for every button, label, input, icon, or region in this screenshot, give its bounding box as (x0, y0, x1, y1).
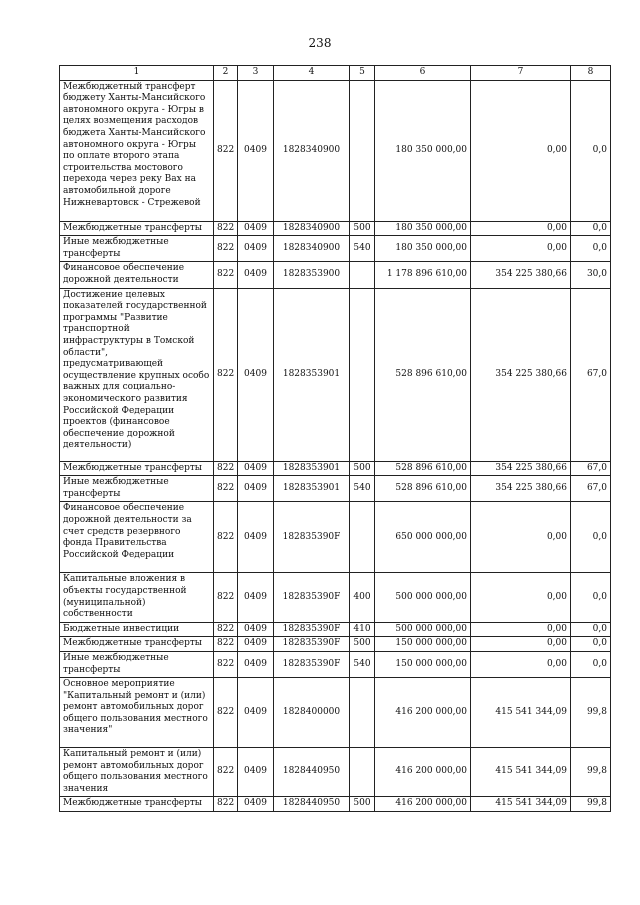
expense-type-cell (350, 262, 375, 288)
expense-type-cell (350, 678, 375, 748)
planned-amount-cell: 500 000 000,00 (375, 622, 471, 637)
percent-cell: 0,0 (571, 651, 611, 677)
page-number: 238 (308, 36, 332, 50)
admin-code-cell: 822 (214, 637, 238, 652)
percent-cell: 67,0 (571, 288, 611, 461)
table-row (60, 622, 611, 637)
admin-code-cell: 822 (214, 797, 238, 812)
name-cell: Межбюджетные трансферты (60, 461, 214, 476)
percent-cell: 0,0 (571, 236, 611, 262)
target-code-cell: 1828340900 (274, 80, 350, 221)
header-cell: 2 (214, 66, 238, 81)
admin-code-cell: 822 (214, 262, 238, 288)
target-code-cell: 182835390F (274, 622, 350, 637)
table-row (60, 573, 611, 622)
planned-amount-cell: 650 000 000,00 (375, 502, 471, 573)
table-row (60, 288, 611, 461)
table-row (60, 262, 611, 288)
target-code-cell: 1828440950 (274, 748, 350, 797)
executed-amount-cell: 0,00 (471, 651, 571, 677)
expense-type-cell: 540 (350, 476, 375, 502)
budget-table (59, 65, 611, 812)
expense-type-cell: 500 (350, 461, 375, 476)
target-code-cell: 1828353901 (274, 461, 350, 476)
target-code-cell: 1828353900 (274, 262, 350, 288)
planned-amount-cell: 180 350 000,00 (375, 80, 471, 221)
planned-amount-cell: 150 000 000,00 (375, 637, 471, 652)
target-code-cell: 182835390F (274, 502, 350, 573)
admin-code-cell: 822 (214, 678, 238, 748)
percent-cell: 0,0 (571, 80, 611, 221)
name-cell: Межбюджетный трансферт бюджету Ханты-Мансийского автономного округа - Югры в целях возмещения расходов бюджета Ханты-Мансийского автономного округа - Югры по оплате второго этапа строительства мостового перехода через реку Вах на автомобильной дороге Нижневартовск - Стрежевой (60, 80, 214, 221)
planned-amount-cell: 150 000 000,00 (375, 651, 471, 677)
percent-cell: 0,0 (571, 622, 611, 637)
admin-code-cell: 822 (214, 622, 238, 637)
executed-amount-cell: 354 225 380,66 (471, 288, 571, 461)
table-row (60, 651, 611, 677)
percent-cell: 0,0 (571, 502, 611, 573)
section-code-cell: 0409 (238, 637, 274, 652)
table-row (60, 80, 611, 221)
planned-amount-cell: 528 896 610,00 (375, 476, 471, 502)
expense-type-cell: 400 (350, 573, 375, 622)
name-cell: Финансовое обеспечение дорожной деятельности (60, 262, 214, 288)
percent-cell: 0,0 (571, 637, 611, 652)
table-row (60, 748, 611, 797)
admin-code-cell: 822 (214, 502, 238, 573)
percent-cell: 67,0 (571, 476, 611, 502)
executed-amount-cell: 0,00 (471, 622, 571, 637)
executed-amount-cell: 415 541 344,09 (471, 748, 571, 797)
section-code-cell: 0409 (238, 748, 274, 797)
percent-cell: 0,0 (571, 573, 611, 622)
name-cell: Финансовое обеспечение дорожной деятельности за счет средств резервного фонда Правительства Российской Федерации (60, 502, 214, 573)
executed-amount-cell: 354 225 380,66 (471, 262, 571, 288)
percent-cell: 99,8 (571, 678, 611, 748)
section-code-cell: 0409 (238, 221, 274, 236)
target-code-cell: 1828440950 (274, 797, 350, 812)
header-cell: 5 (350, 66, 375, 81)
planned-amount-cell: 416 200 000,00 (375, 678, 471, 748)
admin-code-cell: 822 (214, 748, 238, 797)
expense-type-cell (350, 288, 375, 461)
section-code-cell: 0409 (238, 461, 274, 476)
expense-type-cell: 500 (350, 797, 375, 812)
executed-amount-cell: 415 541 344,09 (471, 678, 571, 748)
expense-type-cell: 410 (350, 622, 375, 637)
table-header-row (60, 66, 611, 81)
name-cell: Иные межбюджетные трансферты (60, 236, 214, 262)
target-code-cell: 182835390F (274, 573, 350, 622)
expense-type-cell (350, 502, 375, 573)
admin-code-cell: 822 (214, 573, 238, 622)
planned-amount-cell: 528 896 610,00 (375, 288, 471, 461)
executed-amount-cell: 0,00 (471, 221, 571, 236)
section-code-cell: 0409 (238, 502, 274, 573)
executed-amount-cell: 0,00 (471, 637, 571, 652)
table-row (60, 461, 611, 476)
executed-amount-cell: 415 541 344,09 (471, 797, 571, 812)
table-row (60, 502, 611, 573)
expense-type-cell: 540 (350, 651, 375, 677)
planned-amount-cell: 500 000 000,00 (375, 573, 471, 622)
table-row (60, 797, 611, 812)
percent-cell: 67,0 (571, 461, 611, 476)
percent-cell: 0,0 (571, 221, 611, 236)
header-cell: 6 (375, 66, 471, 81)
target-code-cell: 182835390F (274, 637, 350, 652)
percent-cell: 30,0 (571, 262, 611, 288)
name-cell: Межбюджетные трансферты (60, 637, 214, 652)
planned-amount-cell: 416 200 000,00 (375, 797, 471, 812)
admin-code-cell: 822 (214, 288, 238, 461)
section-code-cell: 0409 (238, 797, 274, 812)
admin-code-cell: 822 (214, 236, 238, 262)
target-code-cell: 182835390F (274, 651, 350, 677)
planned-amount-cell: 180 350 000,00 (375, 221, 471, 236)
admin-code-cell: 822 (214, 221, 238, 236)
section-code-cell: 0409 (238, 80, 274, 221)
header-cell: 3 (238, 66, 274, 81)
table-row (60, 476, 611, 502)
admin-code-cell: 822 (214, 80, 238, 221)
name-cell: Достижение целевых показателей государственной программы "Развитие транспортной инфраструктуры в Томской области", предусматривающей осуществление крупных особо важных для социально-экономического развития Российской Федерации проектов (финансовое обеспечение дорожной деятельности) (60, 288, 214, 461)
section-code-cell: 0409 (238, 236, 274, 262)
name-cell: Капитальный ремонт и (или) ремонт автомобильных дорог общего пользования местного значения (60, 748, 214, 797)
table-row (60, 678, 611, 748)
target-code-cell: 1828340900 (274, 221, 350, 236)
expense-type-cell: 500 (350, 637, 375, 652)
executed-amount-cell: 0,00 (471, 502, 571, 573)
target-code-cell: 1828353901 (274, 288, 350, 461)
executed-amount-cell: 0,00 (471, 236, 571, 262)
section-code-cell: 0409 (238, 622, 274, 637)
table-row (60, 637, 611, 652)
section-code-cell: 0409 (238, 288, 274, 461)
executed-amount-cell: 0,00 (471, 573, 571, 622)
planned-amount-cell: 416 200 000,00 (375, 748, 471, 797)
section-code-cell: 0409 (238, 651, 274, 677)
admin-code-cell: 822 (214, 461, 238, 476)
header-cell: 4 (274, 66, 350, 81)
name-cell: Капитальные вложения в объекты государственной (муниципальной) собственности (60, 573, 214, 622)
admin-code-cell: 822 (214, 651, 238, 677)
header-cell: 1 (60, 66, 214, 81)
percent-cell: 99,8 (571, 797, 611, 812)
section-code-cell: 0409 (238, 573, 274, 622)
header-cell: 8 (571, 66, 611, 81)
planned-amount-cell: 180 350 000,00 (375, 236, 471, 262)
section-code-cell: 0409 (238, 678, 274, 748)
name-cell: Межбюджетные трансферты (60, 797, 214, 812)
table-row (60, 221, 611, 236)
name-cell: Иные межбюджетные трансферты (60, 476, 214, 502)
target-code-cell: 1828400000 (274, 678, 350, 748)
name-cell: Иные межбюджетные трансферты (60, 651, 214, 677)
planned-amount-cell: 528 896 610,00 (375, 461, 471, 476)
expense-type-cell: 500 (350, 221, 375, 236)
expense-type-cell (350, 748, 375, 797)
target-code-cell: 1828340900 (274, 236, 350, 262)
expense-type-cell: 540 (350, 236, 375, 262)
executed-amount-cell: 0,00 (471, 80, 571, 221)
executed-amount-cell: 354 225 380,66 (471, 461, 571, 476)
target-code-cell: 1828353901 (274, 476, 350, 502)
expense-type-cell (350, 80, 375, 221)
executed-amount-cell: 354 225 380,66 (471, 476, 571, 502)
name-cell: Основное мероприятие "Капитальный ремонт и (или) ремонт автомобильных дорог общего пользования местного значения" (60, 678, 214, 748)
admin-code-cell: 822 (214, 476, 238, 502)
table-row (60, 236, 611, 262)
section-code-cell: 0409 (238, 262, 274, 288)
name-cell: Бюджетные инвестиции (60, 622, 214, 637)
percent-cell: 99,8 (571, 748, 611, 797)
section-code-cell: 0409 (238, 476, 274, 502)
name-cell: Межбюджетные трансферты (60, 221, 214, 236)
header-cell: 7 (471, 66, 571, 81)
planned-amount-cell: 1 178 896 610,00 (375, 262, 471, 288)
